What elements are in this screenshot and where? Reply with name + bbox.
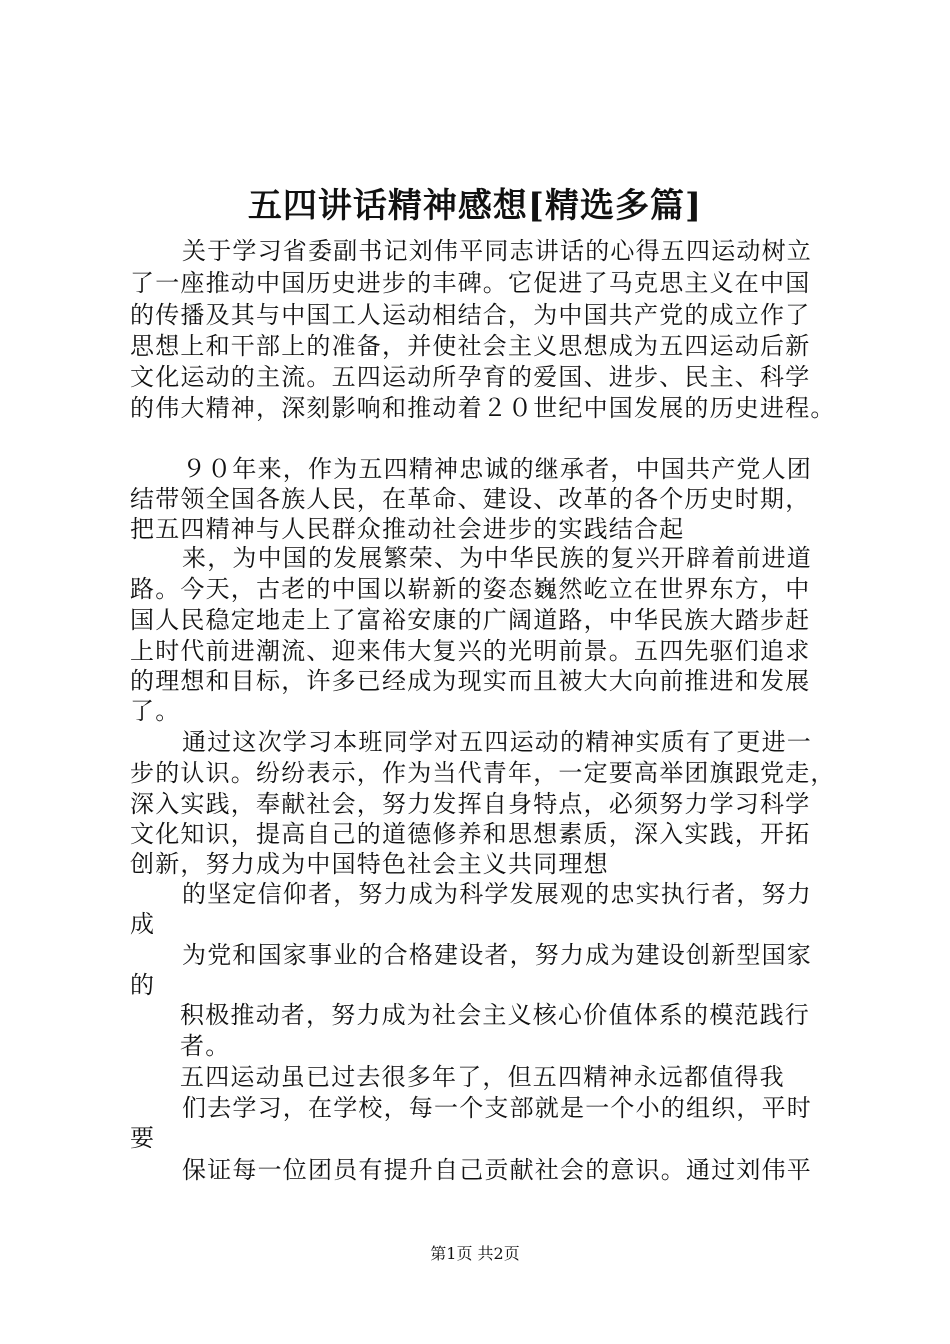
text-line: 结带领全国各族人民，在革命、建设、改革的各个历史时期，	[130, 485, 811, 513]
text-line: 的理想和目标，许多已经成为现实而且被大大向前推进和发展	[130, 667, 811, 695]
page-number-footer: 第1页 共2页	[430, 1244, 520, 1263]
text-line: 了。	[130, 697, 181, 725]
text-line: 积极推动者，努力成为社会主义核心价值体系的模范践行	[180, 1001, 810, 1029]
text-line: 思想上和干部上的准备，并使社会主义思想成为五四运动后新	[130, 332, 811, 360]
text-line: 国人民稳定地走上了富裕安康的广阔道路，中华民族大踏步赶	[130, 606, 811, 634]
text-line: 步的认识。纷纷表示，作为当代青年，一定要高举团旗跟党走，	[130, 759, 836, 787]
text-line: 五四运动虽已过去很多年了，但五四精神永远都值得我	[180, 1063, 785, 1091]
text-line: 来，为中国的发展繁荣、为中华民族的复兴开辟着前进道	[182, 544, 812, 572]
text-line: 的	[130, 971, 156, 999]
text-line: 们去学习，在学校，每一个支部就是一个小的组织，平时	[182, 1094, 812, 1122]
text-line: 成	[130, 910, 156, 938]
text-line: 关于学习省委副书记刘伟平同志讲话的心得五四运动树立	[182, 237, 812, 265]
text-line: 把五四精神与人民群众推动社会进步的实践结合起	[130, 515, 685, 543]
text-line: 路。今天，古老的中国以崭新的姿态巍然屹立在世界东方，中	[130, 575, 811, 603]
text-line: 为党和国家事业的合格建设者，努力成为建设创新型国家	[182, 941, 812, 969]
text-line: ９０年来，作为五四精神忠诚的继承者，中国共产党人团	[182, 455, 812, 483]
text-line: 通过这次学习本班同学对五四运动的精神实质有了更进一	[182, 728, 812, 756]
text-line: 的坚定信仰者，努力成为科学发展观的忠实执行者，努力	[182, 880, 812, 908]
text-line: 者。	[180, 1032, 231, 1060]
text-line: 深入实践，奉献社会，努力发挥自身特点，必须努力学习科学	[130, 790, 811, 818]
document-title: 五四讲话精神感想[精选多篇]	[247, 186, 703, 226]
text-line: 保证每一位团员有提升自己贡献社会的意识。通过刘伟平	[182, 1156, 812, 1184]
text-line: 要	[130, 1124, 156, 1152]
text-line: 上时代前进潮流、迎来伟大复兴的光明前景。五四先驱们追求	[130, 637, 811, 665]
text-line: 了一座推动中国历史进步的丰碑。它促进了马克思主义在中国	[130, 269, 811, 297]
text-line: 创新，努力成为中国特色社会主义共同理想	[130, 850, 609, 878]
text-line: 文化运动的主流。五四运动所孕育的爱国、进步、民主、科学	[130, 363, 811, 391]
text-line: 的伟大精神，深刻影响和推动着２０世纪中国发展的历史进程。	[130, 394, 836, 422]
text-line: 文化知识，提高自己的道德修养和思想素质，深入实践，开拓	[130, 820, 811, 848]
text-line: 的传播及其与中国工人运动相结合，为中国共产党的成立作了	[130, 301, 811, 329]
